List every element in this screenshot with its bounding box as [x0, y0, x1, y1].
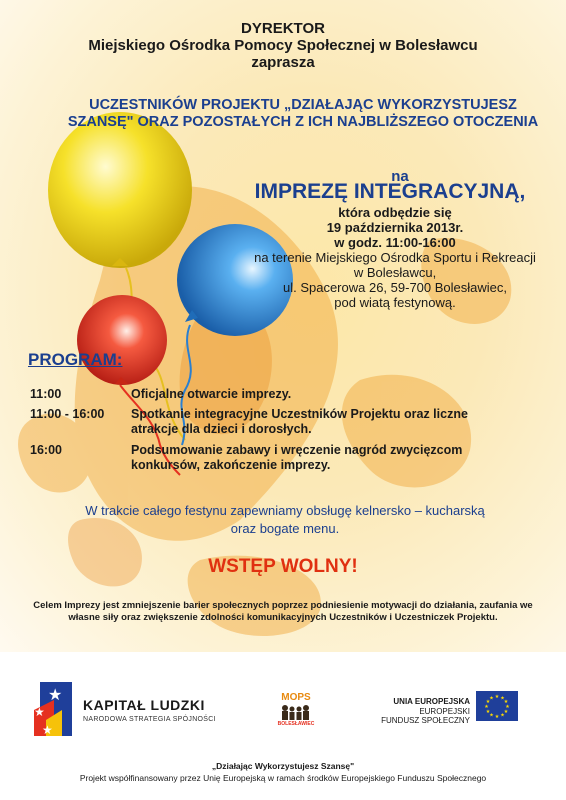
- program-description: Podsumowanie zabawy i wręczenie nagród zwycięzcom: [131, 443, 463, 457]
- program-description: Oficjalne otwarcie imprezy.: [131, 387, 292, 401]
- svg-text:★: ★: [503, 709, 509, 715]
- event-city: w Bolesławcu,: [353, 265, 437, 280]
- admission-free: WSTĘP WOLNY!: [208, 556, 358, 577]
- program-description: atrakcje dla dzieci i dorosłych.: [131, 422, 312, 436]
- event-date: 19 października 2013r.: [326, 220, 464, 235]
- esf-label-1: EUROPEJSKI: [419, 707, 470, 716]
- footer-cofinancing: Projekt współfinansowany przez Unię Europejską w ramach środków Europejskiego Funduszu Społecznego: [79, 773, 487, 783]
- people-icon: [280, 704, 312, 720]
- svg-text:★: ★: [494, 694, 500, 700]
- svg-text:★: ★: [500, 712, 505, 719]
- eu-label: UNIA EUROPEJSKA: [393, 697, 470, 706]
- footer-project-name: „Działając Wykorzystujesz Szansę": [211, 761, 355, 771]
- svg-text:★: ★: [34, 705, 45, 719]
- service-line-2: oraz bogate menu.: [230, 521, 340, 536]
- program-time: 11:00 - 16:00: [30, 407, 105, 421]
- svg-text:★: ★: [484, 704, 489, 710]
- event-na: na: [391, 168, 409, 185]
- event-place: pod wiatą festynową.: [334, 295, 456, 310]
- goal-line-1: Celem Imprezy jest zmniejszenie barier społecznych poprzez podniesienie motywacji do działania, zaufania we: [33, 600, 533, 611]
- program-time: 11:00: [30, 387, 62, 401]
- svg-text:★: ★: [485, 709, 491, 715]
- event-detail: która odbędzie się: [338, 205, 452, 220]
- header-invites: zaprasza: [251, 54, 315, 71]
- participants-line-1: UCZESTNIKÓW PROJEKTU „DZIAŁAJĄC WYKORZYSTUJESZ: [89, 97, 517, 113]
- program-description: Spotkanie integracyjne Uczestników Projektu oraz liczne: [131, 407, 468, 421]
- goal-line-2: własne siły oraz zwiększenie zdolności komunikacyjnych Uczestników i Uczestniczek Projektu.: [68, 612, 498, 623]
- header-director: DYREKTOR: [241, 20, 325, 37]
- event-hours: w godz. 11:00-16:00: [334, 235, 456, 250]
- svg-text:★: ★: [42, 723, 53, 737]
- kapital-ludzki-subtitle: NARODOWA STRATEGIA SPÓJNOŚCI: [83, 716, 216, 723]
- participants-line-2: SZANSĘ" ORAZ POZOSTAŁYCH Z ICH NAJBLIŻSZEGO OTOCZENIA: [67, 114, 539, 130]
- event-title: IMPREZĘ INTEGRACYJNĄ,: [254, 180, 526, 203]
- event-address: ul. Spacerowa 26, 59-700 Bolesławiec,: [282, 280, 508, 295]
- service-line-1: W trakcie całego festynu zapewniamy obsługę kelnersko – kucharską: [85, 503, 485, 518]
- yellow-balloon: [48, 112, 192, 268]
- program-description: konkursów, zakończenie imprezy.: [131, 458, 331, 472]
- svg-text:★: ★: [500, 695, 505, 702]
- svg-text:★: ★: [48, 685, 63, 704]
- red-balloon: [77, 295, 167, 385]
- svg-text:★: ★: [503, 699, 509, 705]
- svg-text:★: ★: [494, 714, 500, 720]
- svg-text:★: ★: [485, 699, 491, 705]
- eu-flag-icon: [476, 691, 518, 721]
- esf-label-2: FUNDUSZ SPOŁECZNY: [381, 716, 470, 725]
- svg-text:★: ★: [505, 704, 510, 710]
- header-institution: Miejskiego Ośrodka Pomocy Społecznej w Bolesławcu: [88, 37, 478, 54]
- kapital-ludzki-title: KAPITAŁ LUDZKI: [83, 697, 205, 713]
- mops-logo-text: MOPS: [281, 692, 311, 703]
- program-time: 16:00: [30, 443, 62, 457]
- kapital-ludzki-logo-icon: [32, 680, 78, 738]
- mops-logo: [276, 690, 316, 730]
- mops-logo-sub: BOLESŁAWIEC: [277, 721, 315, 727]
- event-venue: na terenie Miejskiego Ośrodka Sportu i Rekreacji: [254, 250, 536, 265]
- svg-text:★: ★: [489, 712, 494, 719]
- program-heading: PROGRAM:: [28, 350, 123, 369]
- svg-text:★: ★: [489, 695, 494, 702]
